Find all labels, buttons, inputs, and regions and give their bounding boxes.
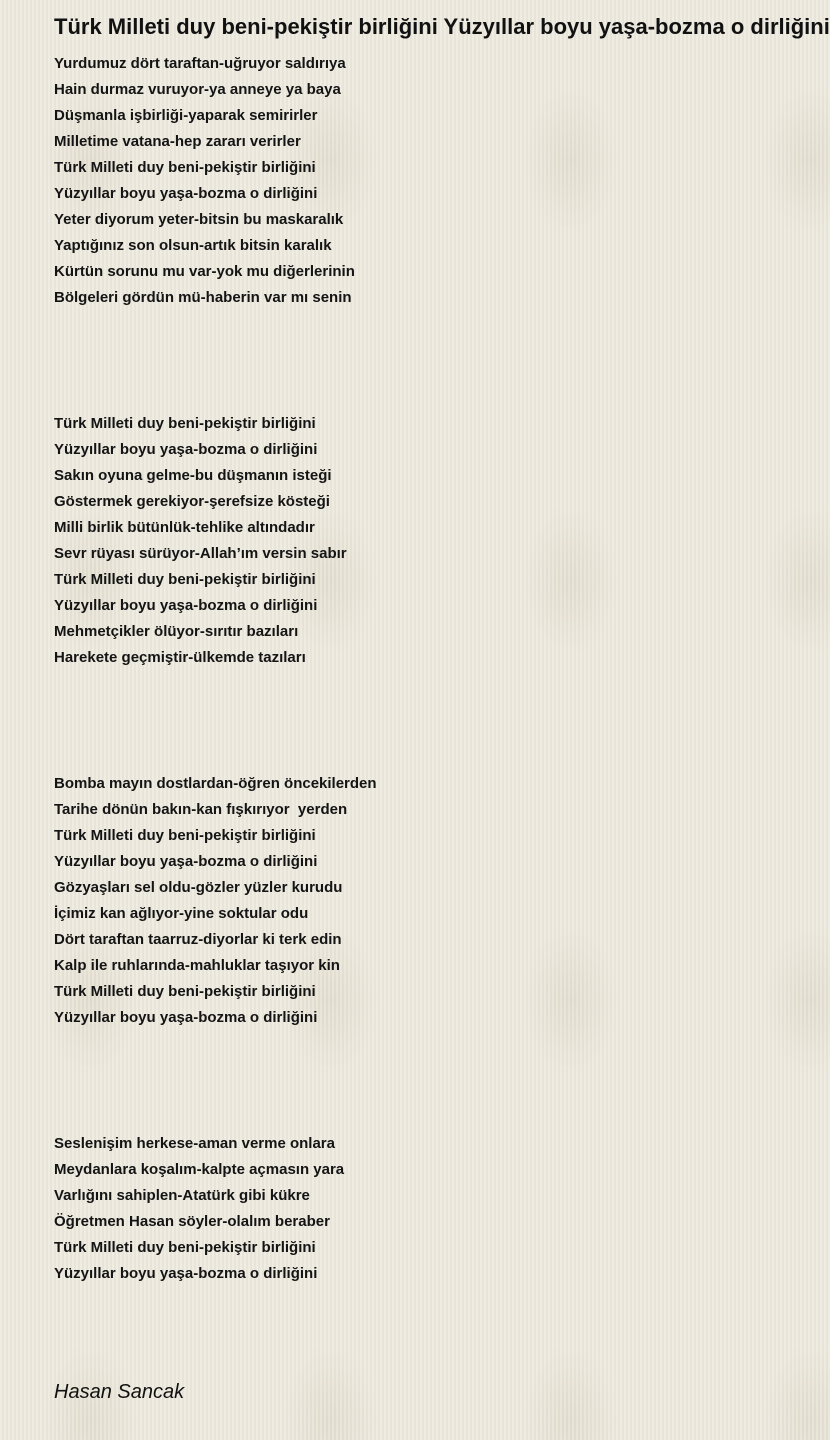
poem-line: Kalp ile ruhlarında-mahluklar taşıyor kin: [54, 957, 340, 974]
poem-line: Milli birlik bütünlük-tehlike altındadır: [54, 519, 315, 536]
stanza-3: [54, 771, 614, 1031]
poem-line: İçimiz kan ağlıyor-yine soktular odu: [54, 905, 309, 922]
poem-line: Türk Milleti duy beni-pekiştir birliğini: [54, 827, 316, 844]
poem-line: Yurdumuz dört taraftan-uğruyor saldırıya: [54, 55, 346, 72]
poem-line: Yüzyıllar boyu yaşa-bozma o dirliğini: [54, 1265, 318, 1282]
poem-line: Göstermek gerekiyor-şerefsize kösteği: [54, 493, 330, 510]
poem-title: Türk Milleti duy beni-pekiştir birliğini Yüzyıllar boyu yaşa-bozma o dirliğini: [54, 14, 830, 39]
poem-line: Yaptığınız son olsun-artık bitsin karalık: [54, 237, 332, 254]
poem-line: Yüzyıllar boyu yaşa-bozma o dirliğini: [54, 853, 318, 870]
poem-line: Yüzyıllar boyu yaşa-bozma o dirliğini: [54, 441, 318, 458]
poem-line: Sakın oyuna gelme-bu düşmanın isteği: [54, 467, 332, 484]
poem-line: Türk Milleti duy beni-pekiştir birliğini: [54, 571, 316, 588]
poem-line: Türk Milleti duy beni-pekiştir birliğini: [54, 1239, 316, 1256]
poem-line: Kürtün sorunu mu var-yok mu diğerlerinin: [54, 263, 355, 280]
stanza-1: [54, 51, 614, 311]
poem-line: Varlığını sahiplen-Atatürk gibi kükre: [54, 1187, 310, 1204]
poem-line: Sevr rüyası sürüyor-Allah’ım versin sabır: [54, 545, 347, 562]
poem-line: Düşmanla işbirliği-yaparak semirirler: [54, 107, 318, 124]
poem-line: Yeter diyorum yeter-bitsin bu maskaralık: [54, 211, 344, 228]
poem-line: Meydanlara koşalım-kalpte açmasın yara: [54, 1161, 345, 1178]
stanza-4: [54, 1131, 614, 1287]
poem-line: Milletime vatana-hep zararı verirler: [54, 133, 301, 150]
poem-line: Hain durmaz vuruyor-ya anneye ya baya: [54, 81, 341, 98]
poem-line: Yüzyıllar boyu yaşa-bozma o dirliğini: [54, 597, 318, 614]
poem-line: Türk Milleti duy beni-pekiştir birliğini: [54, 415, 316, 432]
poem-line: Seslenişim herkese-aman verme onlara: [54, 1135, 335, 1152]
poem-line: Mehmetçikler ölüyor-sırıtır bazıları: [54, 623, 299, 640]
poem-line: Gözyaşları sel oldu-gözler yüzler kurudu: [54, 879, 343, 896]
poem-line: Dört taraftan taarruz-diyorlar ki terk edin: [54, 931, 342, 948]
poem-line: Bomba mayın dostlardan-öğren öncekilerden: [54, 775, 377, 792]
poem-line: Yüzyıllar boyu yaşa-bozma o dirliğini: [54, 1009, 318, 1026]
poem-line: Türk Milleti duy beni-pekiştir birliğini: [54, 159, 316, 176]
poem-line: Öğretmen Hasan söyler-olalım beraber: [54, 1213, 330, 1230]
poem-line: Harekete geçmiştir-ülkemde tazıları: [54, 649, 306, 666]
poem-line: Tarihe dönün bakın-kan fışkırıyor yerden: [54, 801, 348, 818]
poem-line: Bölgeleri gördün mü-haberin var mı senin: [54, 289, 352, 306]
poem-author: Hasan Sancak: [54, 1381, 185, 1403]
poem-line: Yüzyıllar boyu yaşa-bozma o dirliğini: [54, 185, 318, 202]
stanza-2: [54, 411, 614, 671]
poem-line: Türk Milleti duy beni-pekiştir birliğini: [54, 983, 316, 1000]
